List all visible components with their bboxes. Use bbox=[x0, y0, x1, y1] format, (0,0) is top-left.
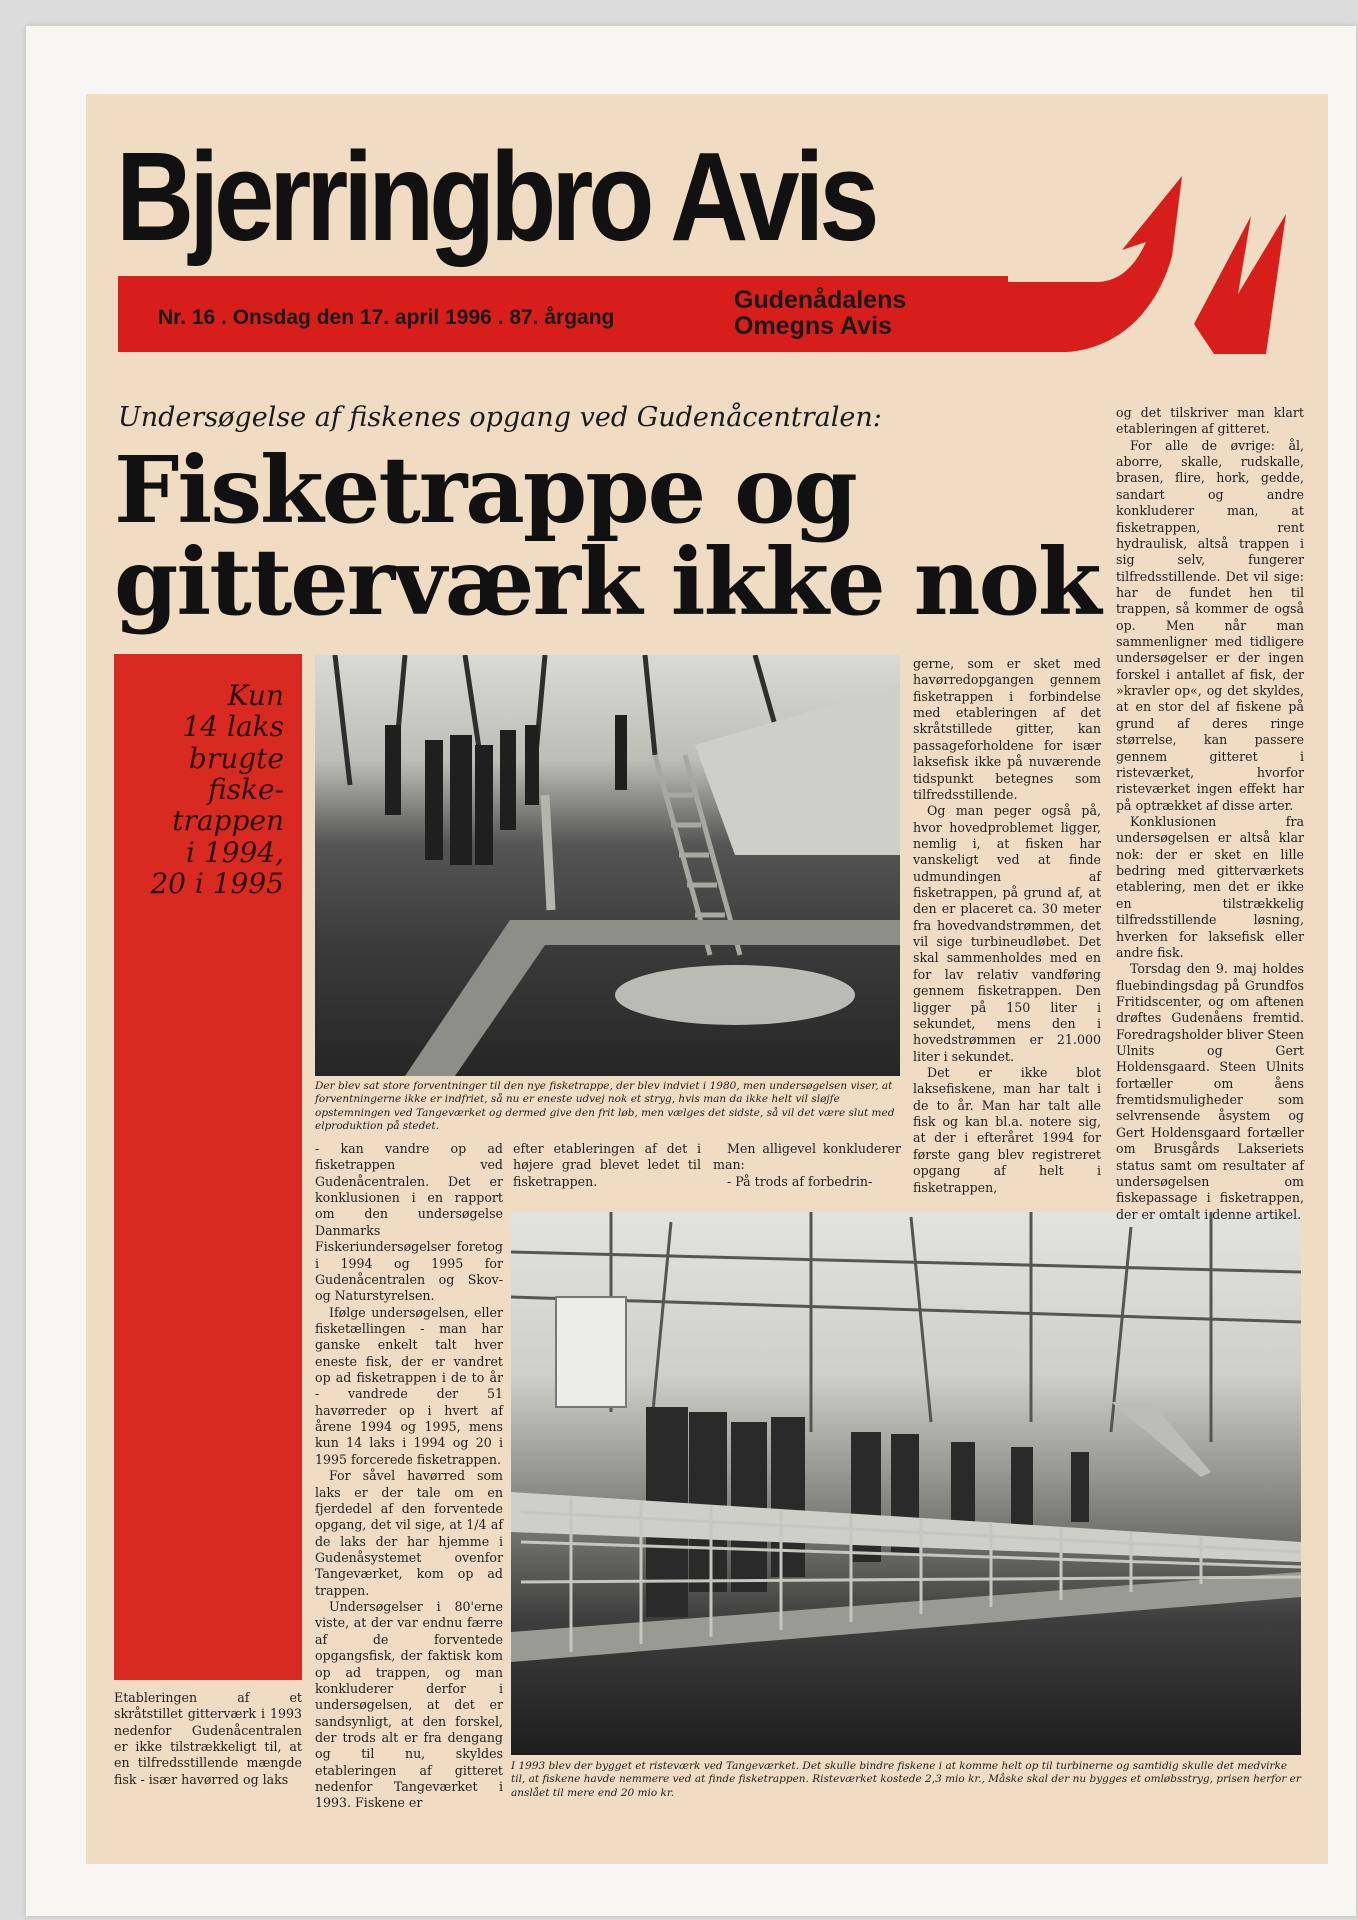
headline-line-2: gitterværk ikke nok bbox=[114, 528, 1100, 636]
headline-line-1: Fisketrappe og bbox=[114, 436, 856, 544]
paragraph: For såvel havørred som laks er der tale om en fjerdedel af den forventede opgang, det vil sige, at 1/4 af de laks der har hjemme i Gudenåsystemet ovenfor Tangeværket, kom op ad trappen. bbox=[315, 1468, 503, 1598]
masthead-logo-icon bbox=[946, 164, 1286, 364]
paragraph: Etableringen af et skråtstillet gitterværk i 1993 nedenfor Gudenåcentralen er ikke tilstrækkeligt til, at en tilfredsstillende mængde fisk - især havørred og laks bbox=[114, 1690, 302, 1787]
paragraph: Torsdag den 9. maj holdes fluebindingsdag på Grundfos Fritidscenter, og om aftenen drøftes Gudenåens fremtid. Foredragsholder bliver Steen Ulnits og Gert Holdensgaard. Steen Ulnits fortæller om åens fremtidsmuligheder som selvrensende åsystem og Gert Holdensgaard fortæller om Brusgårds Lakseriets status samt om resultater af undersøgelsen om fiskepassage i fisketrappen, der er omtalt i denne artikel. bbox=[1116, 961, 1304, 1222]
subtitle-line-1: Gudenådalens bbox=[734, 286, 907, 314]
pullquote-line: fiske- bbox=[207, 773, 284, 807]
pullquote bbox=[122, 680, 284, 900]
masthead-subtitle bbox=[734, 287, 906, 340]
paragraph: Det er ikke blot laksefiskene, man har talt i de to år. Man har talt alle fisk og kan bl.a. notere sig, at der i efteråret 1994 for første gang blev registreret opgang af helt i fisketrappen, bbox=[913, 1064, 1101, 1195]
article-column-right bbox=[1116, 405, 1304, 1223]
photo-caption: Der blev sat store forventninger til den nye fisketrappe, der blev indviet i 1980, men undersøgelsen viser, at forventningerne ikke er indfriet, så nu er eneste udvej nok et stryg, hvis man da ikke helt vil sløjfe opstemningen ved Tangeværket og dermed give den frit løb, men vælges det sidste, så vil det være slut med elproduktion på stedet. bbox=[315, 1080, 895, 1133]
pullquote-line: brugte bbox=[188, 741, 284, 775]
paragraph: Ifølge undersøgelsen, eller fisketællingen - man har ganske enkelt talt hver eneste fisk, der er vandret op ad fisketrappen i de to år - vandrede der 51 havørreder op i hvert af årene 1994 og 1995, mens kun 14 laks i 1994 og 20 i 1995 forcerede fisketrappen. bbox=[315, 1304, 503, 1467]
article-kicker: Undersøgelse af fiskenes opgang ved Gudenåcentralen: bbox=[118, 402, 882, 433]
paragraph: Konklusionen fra undersøgelsen er altså klar nok: der er sket en lille bedring med gitterværkets etablering, men det er ikke en tilstrækkelig tilfredsstillende løsning, hverken for laksefisk eller andre fisk. bbox=[1116, 813, 1304, 960]
photo-fish-ladder bbox=[315, 655, 900, 1076]
photo-footbridge bbox=[511, 1212, 1301, 1755]
article-headline bbox=[114, 436, 1100, 636]
article-column-4 bbox=[713, 1141, 901, 1190]
paragraph: efter etableringen af det i højere grad blevet ledet til fisketrappen. bbox=[513, 1141, 701, 1189]
paragraph: - kan vandre op ad fisketrappen ved Gudenåcentralen. Det er konklusionen i en rapport om den undersøgelse Danmarks Fiskeriundersøgelser foretog i 1994 og 1995 for Gudenåcentralen og Skov- og Naturstyrelsen. bbox=[315, 1141, 503, 1304]
pullquote-line: i 1994, bbox=[185, 835, 284, 869]
scanned-sheet bbox=[26, 26, 1356, 1916]
paragraph: og det tilskriver man klart etableringen af gitteret. bbox=[1116, 405, 1304, 437]
article-column-left bbox=[114, 1690, 302, 1788]
pullquote-line: 20 i 1995 bbox=[150, 867, 284, 901]
pullquote-line: 14 laks bbox=[182, 710, 284, 744]
newspaper-page bbox=[86, 94, 1328, 1864]
paragraph: gerne, som er sket med havørredopgangen gennem fisketrappen i forbindelse med etableringen af det skråtstillede gitter, kan passageforholdene for især laksefisk ikke på nuværende tidspunkt betegnes som tilfredsstillende. bbox=[913, 656, 1101, 802]
paragraph: Undersøgelser i 80'erne viste, at der var endnu færre af de forventede opgangsfisk, der faktisk kom op ad trappen, og man konkluderer derfor i undersøgelsen, at det er sandsynligt, at den forskel, der trods alt er fra dengang og til nu, skyldes etableringen af gitteret nedenfor Tangeværket i 1993. Fiskene er bbox=[315, 1599, 503, 1811]
article-column-2 bbox=[315, 1141, 503, 1812]
pullquote-line: trappen bbox=[172, 804, 284, 838]
paragraph: - På trods af forbedrin- bbox=[727, 1173, 873, 1189]
subtitle-line-2: Omegns Avis bbox=[734, 312, 892, 341]
article-column-mid bbox=[913, 656, 1101, 1196]
paragraph: Men alligevel konkluderer man: bbox=[713, 1141, 901, 1173]
paragraph: For alle de øvrige: ål, aborre, skalle, rudskalle, brasen, flire, hork, gedde, sandart og andre konkluderer man, at fisketrappen, rent hydraulisk, altså trappen i sig selv, fungerer tilfredsstillende. Det vil sige: har de fundet hen til trappen, så kommer de også op. Men når man sammenligner med tidligere undersøgelser er der ingen forskel i antallet af fisk, der »kravler op«, og det skyldes, at en stor del af fiskene på grund af deres ringe størrelse, kan passere gennem gitteret i risteværket, hvorfor risteværket ingen effekt har på optrækket af disse arter. bbox=[1116, 437, 1304, 813]
masthead-title: Bjerringbro Avis bbox=[116, 126, 875, 267]
article-column-3 bbox=[513, 1141, 701, 1190]
pullquote-line: Kun bbox=[227, 679, 284, 712]
photo-caption: I 1993 blev der bygget et risteværk ved Tangeværket. Det skulle bindre fiskene i at komme helt op til turbinerne og samtidig skulle det medvirke til, at fiskene havde nemmere ved at finde fisketrappen. Risteværket kostede 2,3 mio kr., Måske skal der nu bygges et omløbsstryg, prisen herfor er anslået til mere end 20 mio kr. bbox=[511, 1760, 1301, 1799]
paragraph: Og man peger også på, hvor hovedproblemet ligger, nemlig i, at fisken har vanskeligt ved at finde udmundingen af fisketrappen, på grund af, at den er placeret ca. 30 meter fra hovedvandstrømmen, det vil sige turbineudløbet. Det skal sammenholdes med en for lav relativ vandføring gennem fisketrappen. Den ligger på 150 liter i sekundet, mens den i hovedstrømmen er 21.000 liter i sekundet. bbox=[913, 803, 1101, 1064]
issue-line: Nr. 16 . Onsdag den 17. april 1996 . 87. årgang bbox=[158, 306, 615, 329]
